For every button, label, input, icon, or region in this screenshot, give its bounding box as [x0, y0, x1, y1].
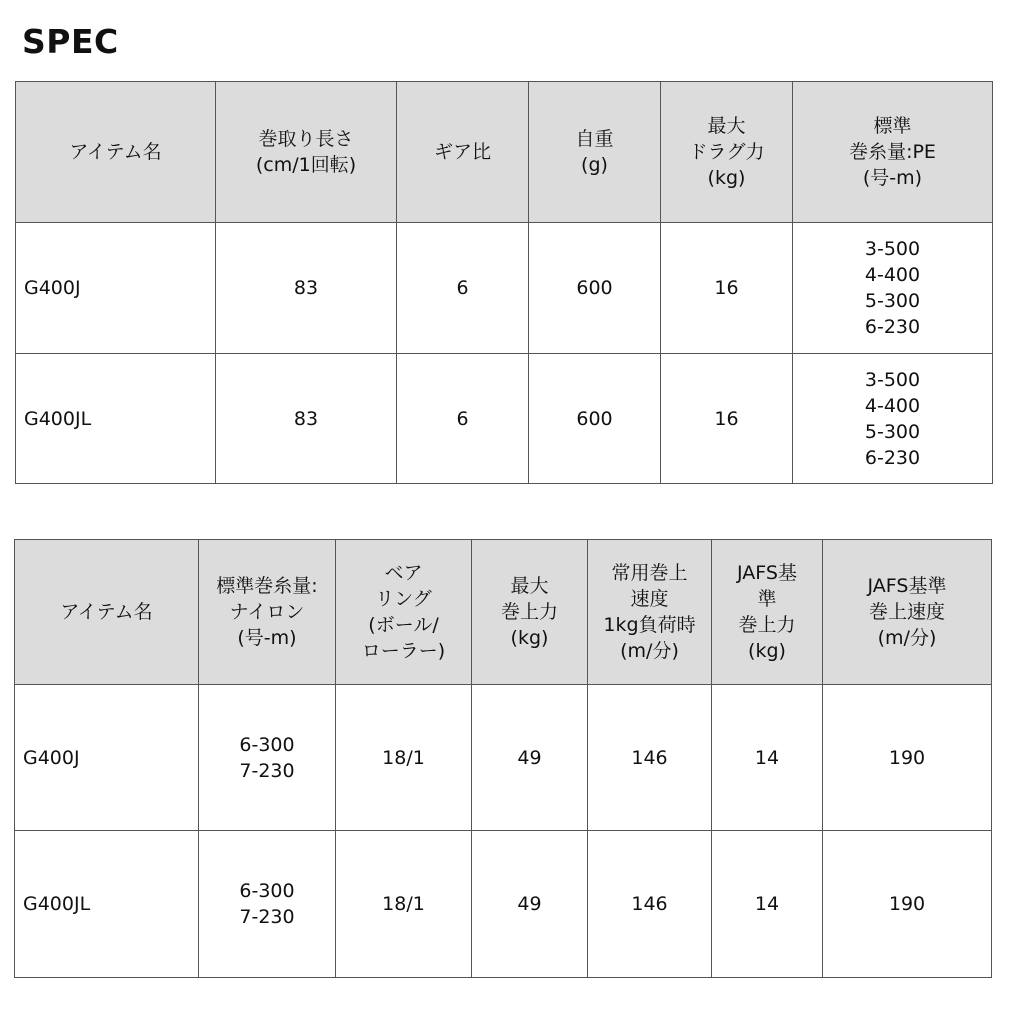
cell-max-drag: 16 [661, 354, 793, 484]
cell-item-name: G400J [16, 223, 216, 354]
header-item-name: アイテム名 [16, 82, 216, 223]
cell-regular-winding-speed: 146 [588, 831, 712, 978]
cell-gear-ratio: 6 [397, 223, 529, 354]
header-bearings: ベア リング (ボール/ ローラー) [336, 540, 472, 685]
cell-jafs-winding-speed: 190 [823, 831, 992, 978]
cell-pe-capacity: 3-500 4-400 5-300 6-230 [793, 354, 993, 484]
page-title: SPEC [22, 22, 119, 61]
spec-table-1 [15, 81, 993, 484]
header-winding-length: 巻取り長さ (cm/1回転) [216, 82, 397, 223]
cell-item-name: G400JL [16, 354, 216, 484]
table-row [16, 354, 993, 484]
cell-bearings: 18/1 [336, 685, 472, 831]
table-header-row [15, 540, 992, 685]
cell-winding-length: 83 [216, 354, 397, 484]
cell-regular-winding-speed: 146 [588, 685, 712, 831]
cell-jafs-winding-power: 14 [712, 685, 823, 831]
cell-bearings: 18/1 [336, 831, 472, 978]
cell-jafs-winding-power: 14 [712, 831, 823, 978]
header-pe-capacity: 標準 巻糸量:PE (号-m) [793, 82, 993, 223]
spec-table-2 [14, 539, 992, 978]
cell-weight: 600 [529, 223, 661, 354]
header-max-winding-power: 最大 巻上力 (kg) [472, 540, 588, 685]
header-item-name: アイテム名 [15, 540, 199, 685]
cell-winding-length: 83 [216, 223, 397, 354]
cell-item-name: G400J [15, 685, 199, 831]
cell-jafs-winding-speed: 190 [823, 685, 992, 831]
cell-nylon-capacity: 6-300 7-230 [199, 685, 336, 831]
cell-max-drag: 16 [661, 223, 793, 354]
header-gear-ratio: ギア比 [397, 82, 529, 223]
table-header-row [16, 82, 993, 223]
cell-weight: 600 [529, 354, 661, 484]
header-regular-winding-speed: 常用巻上 速度 1kg負荷時 (m/分) [588, 540, 712, 685]
table-row [16, 223, 993, 354]
cell-item-name: G400JL [15, 831, 199, 978]
header-jafs-winding-power: JAFS基 準 巻上力 (kg) [712, 540, 823, 685]
header-weight: 自重 (g) [529, 82, 661, 223]
cell-max-winding-power: 49 [472, 685, 588, 831]
cell-max-winding-power: 49 [472, 831, 588, 978]
cell-gear-ratio: 6 [397, 354, 529, 484]
header-nylon-capacity: 標準巻糸量: ナイロン (号-m) [199, 540, 336, 685]
cell-nylon-capacity: 6-300 7-230 [199, 831, 336, 978]
header-jafs-winding-speed: JAFS基準 巻上速度 (m/分) [823, 540, 992, 685]
table-row [15, 685, 992, 831]
table-row [15, 831, 992, 978]
cell-pe-capacity: 3-500 4-400 5-300 6-230 [793, 223, 993, 354]
header-max-drag: 最大 ドラグ力 (kg) [661, 82, 793, 223]
